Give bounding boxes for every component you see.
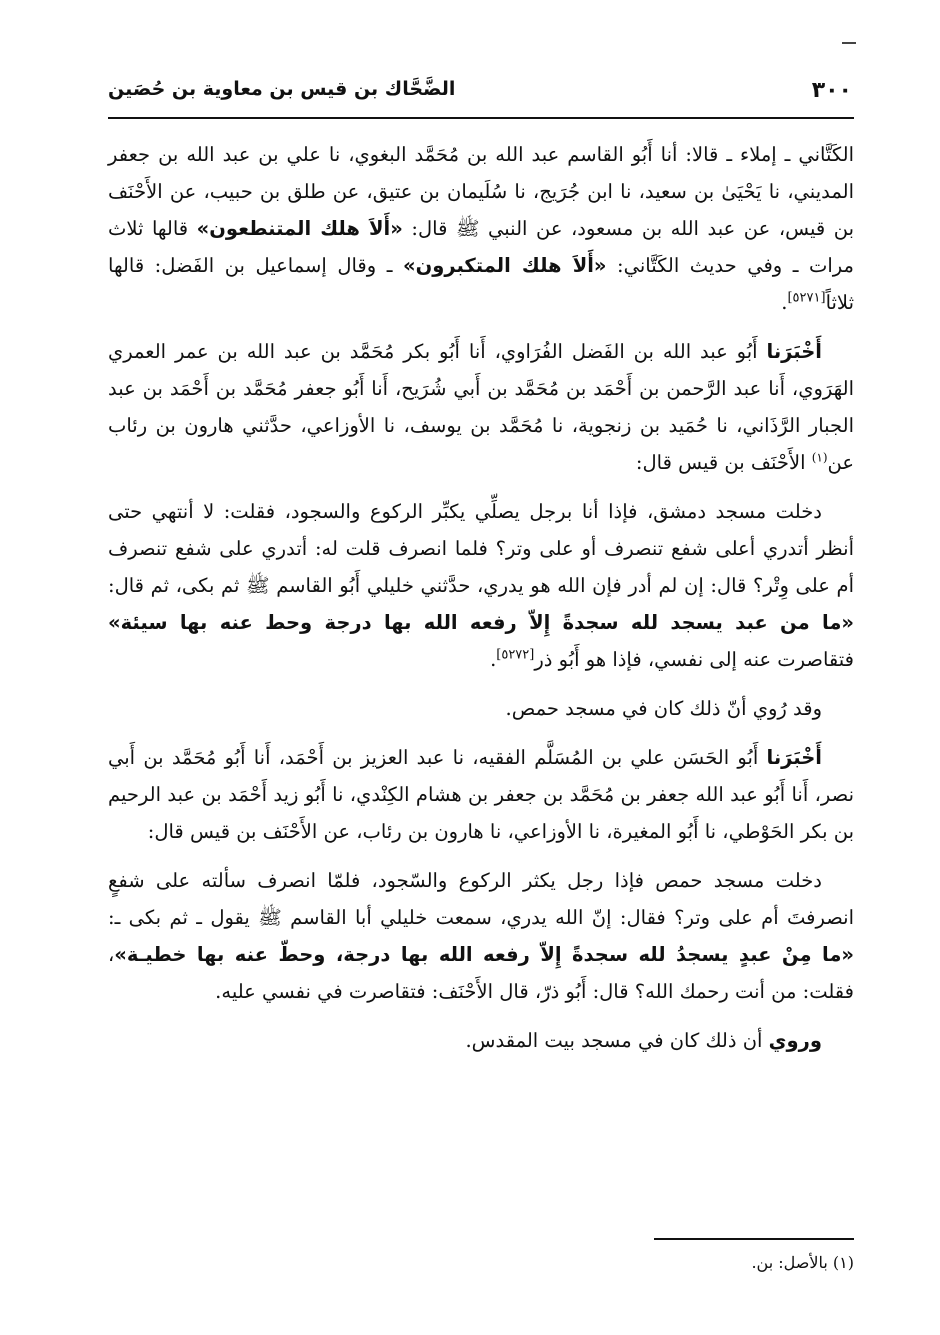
text-run: فتقاصرت عنه إلى نفسي، فإذا هو أَبُو ذر bbox=[534, 648, 854, 671]
text-run: دخلت مسجد دمشق، فإذا أنا برجل يصلِّي يكبِّر الركوع والسجود، فقلت: لا أنتهي حتى أنظر أتدري أعلى شفع تنصرف أو على وتر؟ فلما انصرف قلت له: أتدري على شفع تنصرف أم على وِتْر؟ قال: إن لم أدر فإن الله هو يدري، حدَّثني خليلي أَبُو القاسم ﷺ ثم بكى، ثم قال: bbox=[108, 500, 854, 597]
paragraph-2 bbox=[108, 333, 854, 481]
text-run: أَبُو الحَسَن علي بن المُسَلَّم الفقيه، نا عبد العزيز بن أَحْمَد، أَنا أَبُو مُحَمَّد بن أَبي نصر، أَنا أَبُو عبد الله جعفر بن مُحَمَّد بن جعفر بن هشام الكِنْدي، نا أَبُو زيد أَحْمَد بن عبد الرحيم بن بكر الحَوْطي، نا أَبُو المغيرة، نا الأوزاعي، نا هارون بن رئاب، عن الأَحْنَف بن قيس قال: bbox=[108, 746, 854, 843]
footnote: (١) بالأصل: بن. bbox=[751, 1253, 854, 1272]
paragraph-4: وقد رُوي أنّ ذلك كان في مسجد حمص. bbox=[505, 697, 822, 720]
text-run: ، فقلت: من أنت رحمك الله؟ قال: أَبُو ذرّ، قال الأَحْنَف: فتقاصرت في نفسي عليه. bbox=[108, 943, 854, 1003]
text-run: ـ وقال إسماعيل بن الفَضل: قالها ثلاثاً bbox=[108, 254, 854, 314]
header-rule bbox=[108, 117, 854, 119]
text-run: دخلت مسجد حمص فإذا رجل يكثر الركوع والسّجود، فلمّا انصرف سألته على شفعٍ انصرفتَ أم على وتر؟ فقال: إنّ الله يدري، سمعت خليلي أبا القاسم ﷺ يقول ـ ثم بكى ـ: bbox=[108, 869, 854, 929]
hadith-quote: «ما مِنْ عبدٍ يسجدُ لله سجدةً إِلاّ رفعه الله بها درجة، وحطّ عنه بها خطيـة» bbox=[114, 943, 854, 966]
footnote-rule bbox=[654, 1238, 854, 1240]
paragraph-6 bbox=[108, 862, 854, 1010]
hadith-number: [٥٢٧٢] bbox=[496, 647, 535, 663]
hadith-quote: «أَلاَ هلك المتكبرون» bbox=[402, 254, 607, 277]
paragraph-7 bbox=[108, 1022, 854, 1059]
lead-word: أَخْبَرَنا bbox=[766, 746, 822, 769]
running-title: الضَّحَّاك بن قيس بن معاوية بن حُصَين bbox=[108, 78, 456, 100]
corner-mark bbox=[842, 42, 856, 44]
main-text bbox=[108, 136, 854, 1071]
text-run: أن ذلك كان في مسجد بيت المقدس. bbox=[465, 1029, 769, 1052]
text-run: الأَحْنَف بن قيس قال: bbox=[635, 451, 812, 474]
paragraph-1 bbox=[108, 136, 854, 321]
text-run: الكَتَّاني ـ إملاء ـ قالا: أنا أَبُو القاسم عبد الله بن مُحَمَّد البغوي، نا علي بن عبد الله بن جعفر المديني، نا يَحْيَىٰ بن سعيد، نا ابن جُرَيج، نا سُلَيمان بن عتيق، عن طلق بن حبيب، عن الأَحْنَف بن قيس، عن عبد الله بن مسعود، عن النبي ﷺ قال: bbox=[108, 143, 854, 240]
hadith-quote: «أَلاَ هلك المتنطعون» bbox=[196, 217, 403, 240]
page-header bbox=[108, 74, 854, 110]
page-number: ٣٠٠ bbox=[811, 78, 852, 103]
lead-word: أَخْبَرَنا bbox=[766, 340, 822, 363]
paragraph-3 bbox=[108, 493, 854, 678]
text-run: . bbox=[781, 291, 788, 314]
text-run: أَبُو عبد الله بن الفَضل الفُرَاوي، أَنا أَبُو بكر مُحَمَّد بن عبد الله بن عمر العمري الهَرَوي، أَنا عبد الرَّحمن بن أَحْمَد بن مُحَمَّد بن أَبي شُرَيح، أَنا أَبُو جعفر مُحَمَّد بن أَحْمَد بن عبد الجبار الرَّذَاني، نا حُمَيد بن زنجوية، نا مُحَمَّد بن يوسف، نا الأوزاعي، حدَّثني هارون بن رئاب عن bbox=[108, 340, 854, 474]
lead-word: وروي bbox=[768, 1029, 822, 1052]
hadith-quote: «ما من عبد يسجد لله سجدةً إِلاّ رفعه الله بها درجة وحط عنه بها سيئة» bbox=[108, 611, 854, 634]
footnote-ref[interactable]: (١) bbox=[811, 450, 828, 465]
hadith-number: [٥٢٧١] bbox=[787, 290, 826, 306]
paragraph-5 bbox=[108, 739, 854, 850]
text-run: . bbox=[490, 648, 497, 671]
text-run: قالها ثلاث مرات ـ وفي حديث الكَتَّاني: bbox=[108, 217, 854, 277]
